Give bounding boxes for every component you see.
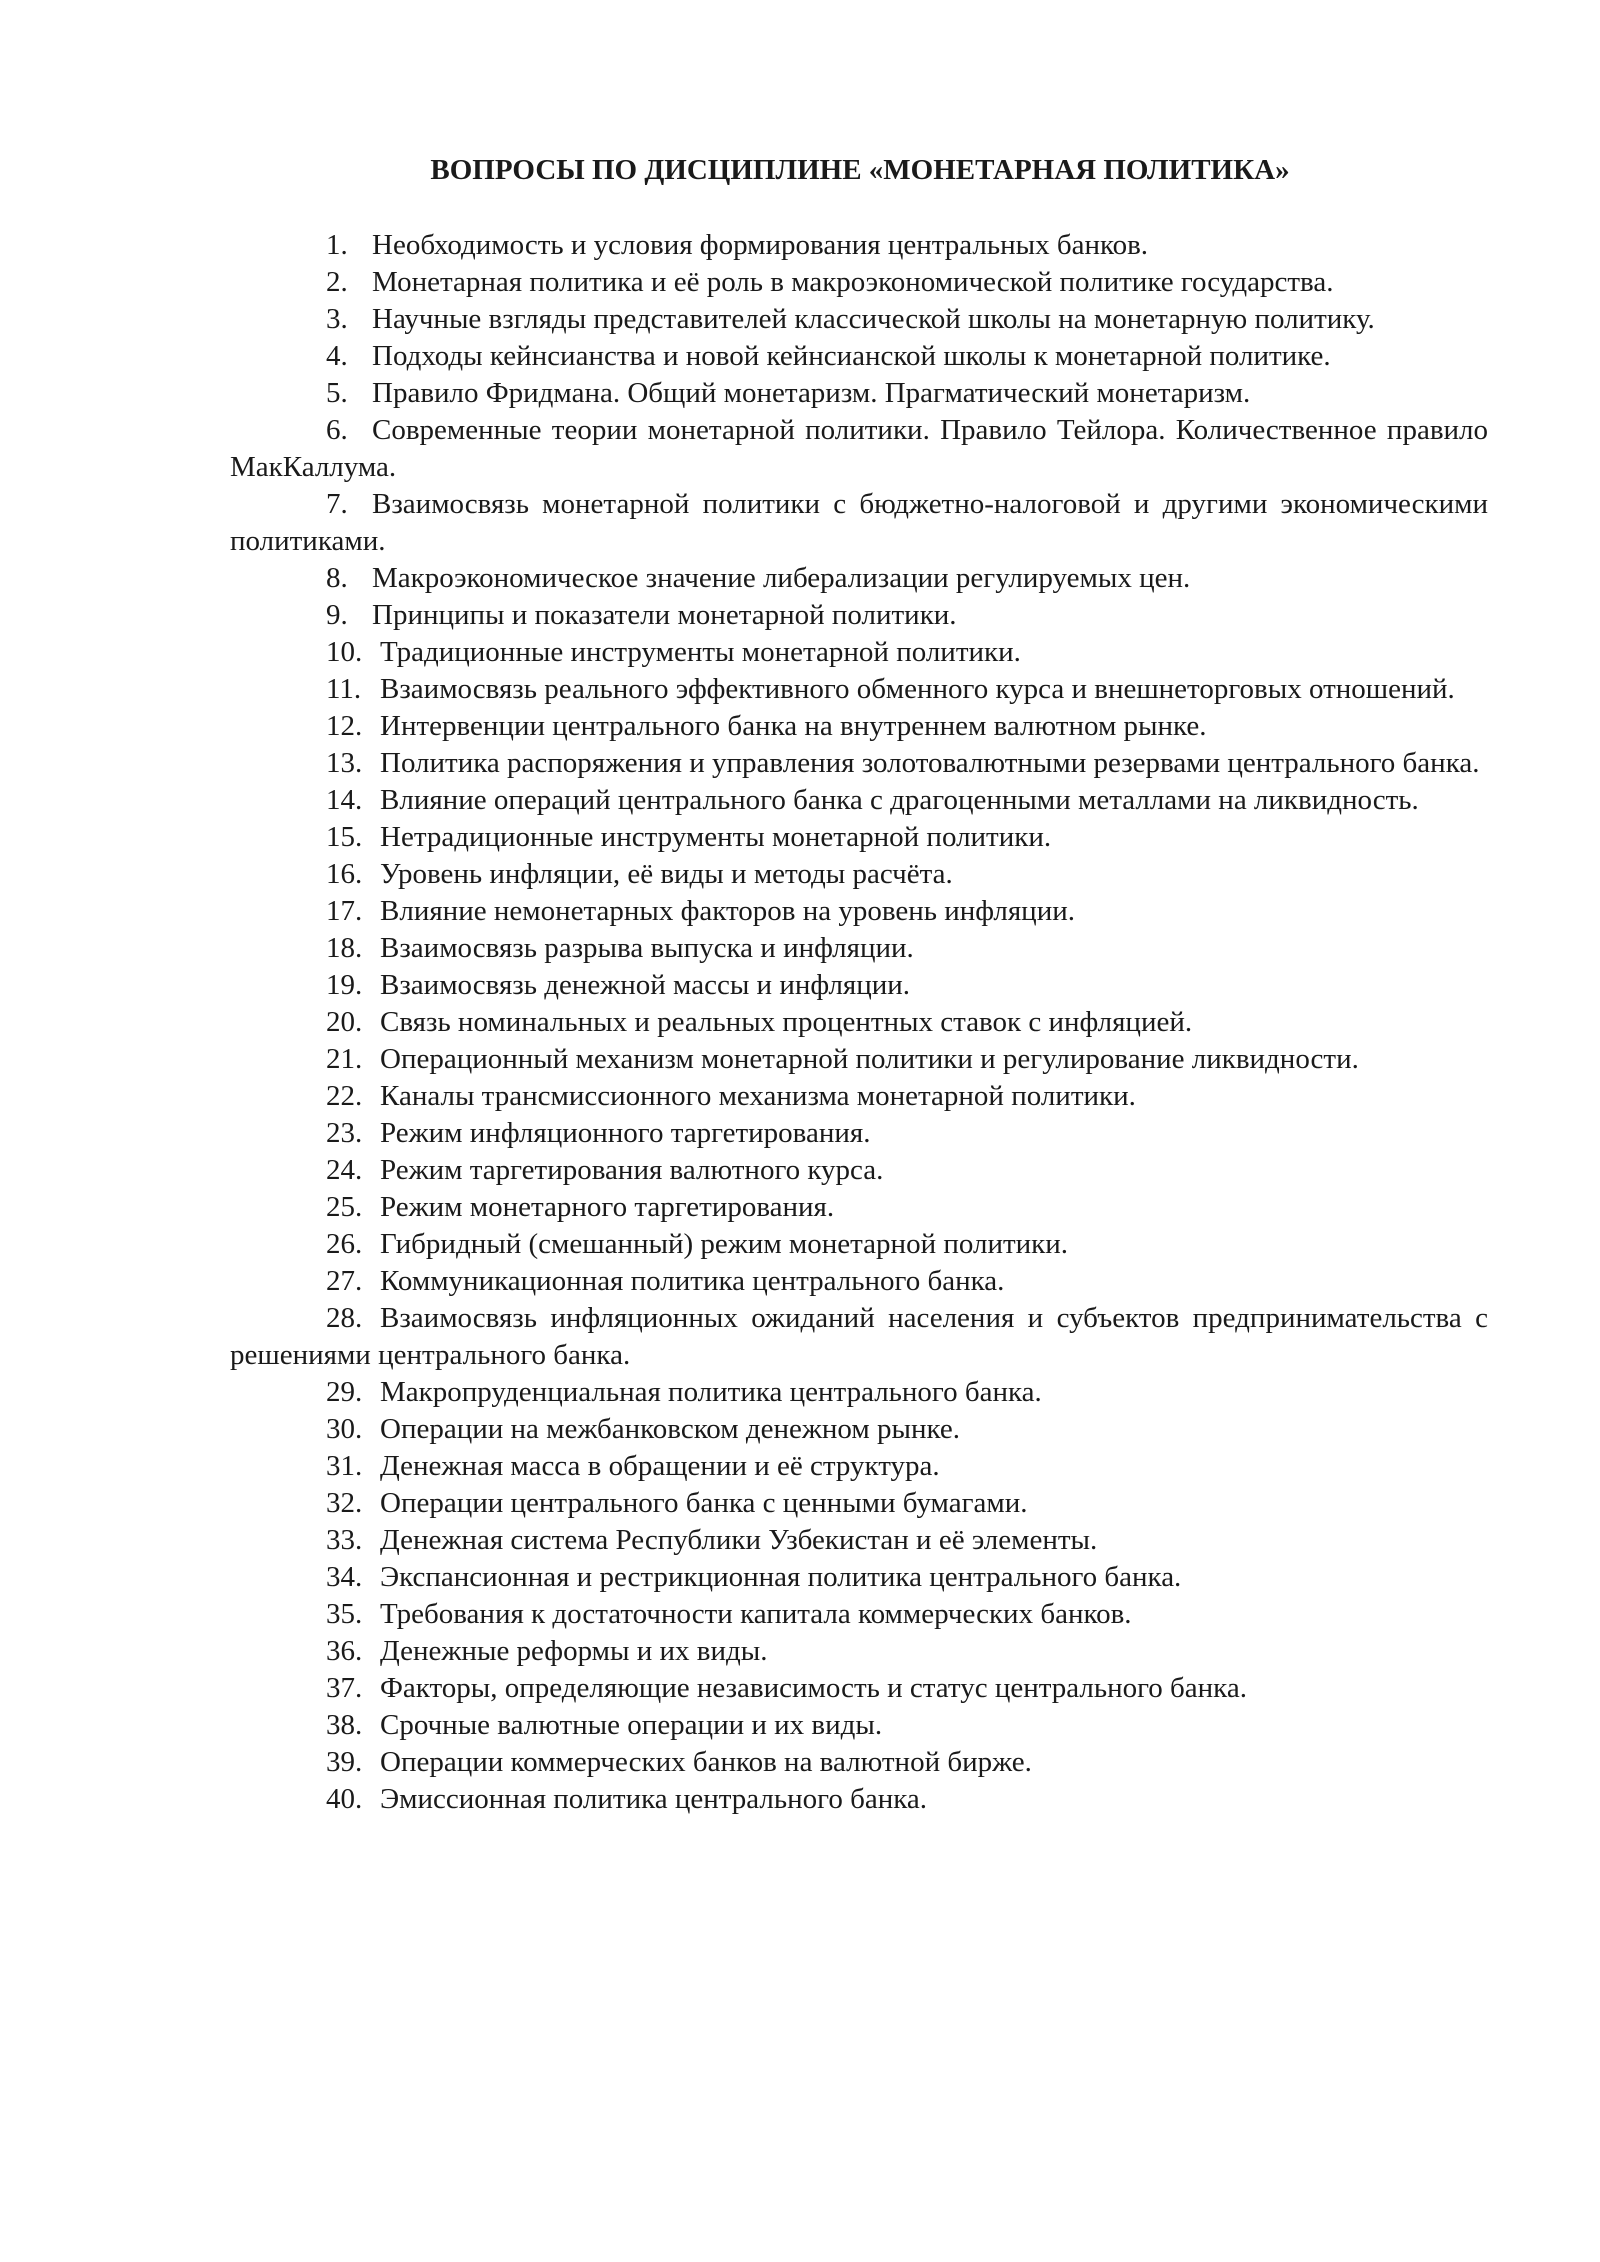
question-item — [230, 1781, 1488, 1818]
question-text: Монетарная политика и её роль в макроэкономической политике государства. — [372, 266, 1334, 298]
question-text: Операции центрального банка с ценными бумагами. — [380, 1487, 1028, 1519]
question-number: 36. — [326, 1635, 363, 1667]
question-number: 26. — [326, 1228, 363, 1260]
question-number: 15. — [326, 821, 363, 853]
question-number: 22. — [326, 1080, 363, 1112]
document-title: ВОПРОСЫ ПО ДИСЦИПЛИНЕ «МОНЕТАРНАЯ ПОЛИТИКА» — [430, 154, 1290, 186]
question-number: 5. — [326, 377, 348, 409]
question-item — [230, 634, 1488, 671]
question-text: Современные теории монетарной политики. Правило Тейлора. Количественное правило МакКаллума. — [230, 414, 1488, 483]
question-number: 25. — [326, 1191, 363, 1223]
question-text: Интервенции центрального банка на внутреннем валютном рынке. — [380, 710, 1207, 742]
question-item — [230, 1596, 1488, 1633]
question-number: 11. — [326, 673, 362, 705]
question-item — [230, 1300, 1488, 1374]
question-item — [230, 708, 1488, 745]
question-item — [230, 1263, 1488, 1300]
question-item — [230, 856, 1488, 893]
question-item — [230, 1448, 1488, 1485]
question-number: 13. — [326, 747, 363, 779]
question-text: Режим монетарного таргетирования. — [380, 1191, 835, 1223]
question-text: Традиционные инструменты монетарной политики. — [380, 636, 1021, 668]
question-number: 40. — [326, 1783, 363, 1815]
question-number: 38. — [326, 1709, 363, 1741]
question-item — [230, 301, 1488, 338]
question-number: 16. — [326, 858, 363, 890]
question-item — [230, 893, 1488, 930]
question-item — [230, 1152, 1488, 1189]
question-number: 21. — [326, 1043, 363, 1075]
question-text: Взаимосвязь реального эффективного обменного курса и внешнеторговых отношений. — [380, 673, 1455, 705]
question-item — [230, 375, 1488, 412]
question-text: Режим таргетирования валютного курса. — [380, 1154, 884, 1186]
question-item — [230, 1411, 1488, 1448]
question-number: 28. — [326, 1302, 363, 1334]
question-item — [230, 1522, 1488, 1559]
question-text: Операции на межбанковском денежном рынке. — [380, 1413, 960, 1445]
question-number: 3. — [326, 303, 348, 335]
question-number: 32. — [326, 1487, 363, 1519]
question-text: Связь номинальных и реальных процентных ставок с инфляцией. — [380, 1006, 1193, 1038]
question-number: 7. — [326, 488, 348, 520]
question-number: 6. — [326, 414, 348, 446]
question-text: Подходы кейнсианства и новой кейнсианской школы к монетарной политике. — [372, 340, 1331, 372]
question-item — [230, 819, 1488, 856]
question-number: 29. — [326, 1376, 363, 1408]
question-text: Принципы и показатели монетарной политики. — [372, 599, 957, 631]
question-text: Операции коммерческих банков на валютной бирже. — [380, 1746, 1032, 1778]
question-text: Каналы трансмиссионного механизма монетарной политики. — [380, 1080, 1136, 1112]
question-number: 18. — [326, 932, 363, 964]
question-item — [230, 1041, 1488, 1078]
question-item — [230, 1744, 1488, 1781]
question-item — [230, 1485, 1488, 1522]
question-number: 8. — [326, 562, 348, 594]
question-number: 31. — [326, 1450, 363, 1482]
question-text: Научные взгляды представителей классической школы на монетарную политику. — [372, 303, 1375, 335]
question-item — [230, 1115, 1488, 1152]
question-number: 27. — [326, 1265, 363, 1297]
question-item — [230, 930, 1488, 967]
question-number: 10. — [326, 636, 363, 668]
question-item — [230, 412, 1488, 486]
question-text: Денежная масса в обращении и её структура. — [380, 1450, 940, 1482]
question-text: Взаимосвязь денежной массы и инфляции. — [380, 969, 911, 1001]
question-number: 39. — [326, 1746, 363, 1778]
question-item — [230, 1374, 1488, 1411]
question-text: Политика распоряжения и управления золотовалютными резервами центрального банка. — [380, 747, 1480, 779]
question-text: Требования к достаточности капитала коммерческих банков. — [380, 1598, 1132, 1630]
question-number: 14. — [326, 784, 363, 816]
question-number: 1. — [326, 229, 348, 261]
question-item — [230, 597, 1488, 634]
question-text: Режим инфляционного таргетирования. — [380, 1117, 871, 1149]
question-number: 20. — [326, 1006, 363, 1038]
question-item — [230, 671, 1488, 708]
question-item — [230, 1707, 1488, 1744]
question-text: Необходимость и условия формирования центральных банков. — [372, 229, 1149, 261]
question-text: Коммуникационная политика центрального банка. — [380, 1265, 1005, 1297]
question-item — [230, 1670, 1488, 1707]
question-item — [230, 1189, 1488, 1226]
question-item — [230, 1226, 1488, 1263]
question-number: 34. — [326, 1561, 363, 1593]
question-item — [230, 1559, 1488, 1596]
question-item — [230, 227, 1488, 264]
question-number: 33. — [326, 1524, 363, 1556]
question-item — [230, 560, 1488, 597]
questions-list — [230, 227, 1488, 1818]
question-text: Макроэкономическое значение либерализации регулируемых цен. — [372, 562, 1191, 594]
question-text: Денежная система Республики Узбекистан и её элементы. — [380, 1524, 1098, 1556]
question-text: Факторы, определяющие независимость и статус центрального банка. — [380, 1672, 1247, 1704]
question-text: Влияние операций центрального банка с драгоценными металлами на ликвидность. — [380, 784, 1419, 816]
question-number: 9. — [326, 599, 348, 631]
question-text: Макропруденциальная политика центрального банка. — [380, 1376, 1042, 1408]
question-number: 19. — [326, 969, 363, 1001]
question-text: Правило Фридмана. Общий монетаризм. Прагматический монетаризм. — [372, 377, 1251, 409]
question-item — [230, 486, 1488, 560]
question-text: Уровень инфляции, её виды и методы расчёта. — [380, 858, 953, 890]
question-number: 23. — [326, 1117, 363, 1149]
question-item — [230, 782, 1488, 819]
question-number: 30. — [326, 1413, 363, 1445]
question-text: Влияние немонетарных факторов на уровень инфляции. — [380, 895, 1075, 927]
question-item — [230, 1078, 1488, 1115]
question-item — [230, 264, 1488, 301]
question-text: Эмиссионная политика центрального банка. — [380, 1783, 927, 1815]
question-item — [230, 967, 1488, 1004]
question-text: Взаимосвязь монетарной политики с бюджетно-налоговой и другими экономическими политиками. — [230, 488, 1488, 557]
question-number: 35. — [326, 1598, 363, 1630]
question-item — [230, 745, 1488, 782]
question-number: 4. — [326, 340, 348, 372]
question-number: 37. — [326, 1672, 363, 1704]
question-number: 2. — [326, 266, 348, 298]
question-number: 17. — [326, 895, 363, 927]
question-text: Взаимосвязь разрыва выпуска и инфляции. — [380, 932, 914, 964]
question-text: Гибридный (смешанный) режим монетарной политики. — [380, 1228, 1069, 1260]
question-item — [230, 1004, 1488, 1041]
question-item — [230, 338, 1488, 375]
question-item — [230, 1633, 1488, 1670]
question-text: Экспансионная и рестрикционная политика центрального банка. — [380, 1561, 1182, 1593]
question-text: Взаимосвязь инфляционных ожиданий населения и субъектов предпринимательства с решениями центрального банка. — [230, 1302, 1488, 1371]
question-number: 24. — [326, 1154, 363, 1186]
question-text: Нетрадиционные инструменты монетарной политики. — [380, 821, 1052, 853]
question-text: Денежные реформы и их виды. — [380, 1635, 768, 1667]
question-text: Срочные валютные операции и их виды. — [380, 1709, 883, 1741]
question-text: Операционный механизм монетарной политики и регулирование ликвидности. — [380, 1043, 1359, 1075]
question-number: 12. — [326, 710, 363, 742]
